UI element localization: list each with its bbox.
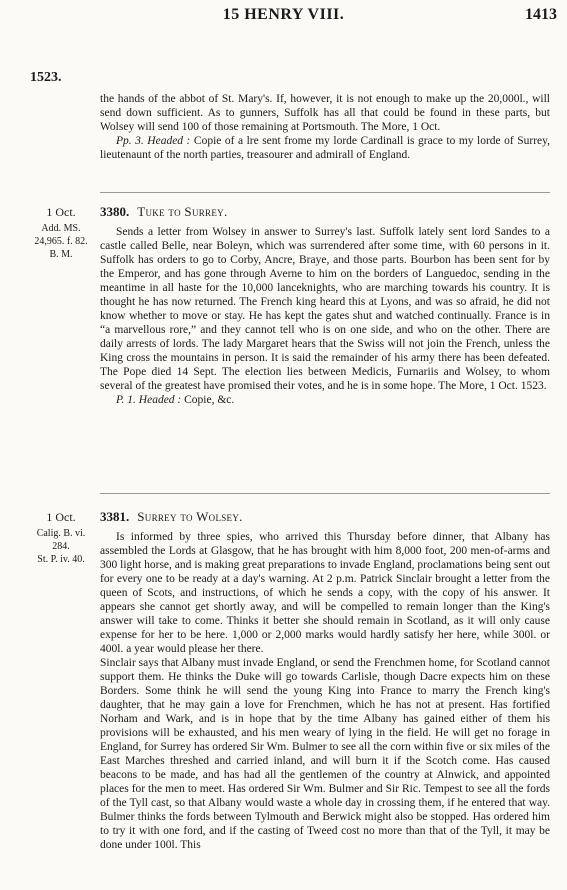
continuation-paragraph: the hands of the abbot of St. Mary's. If, however, it is not enough to make up the 20,000l., will send down sufficient. As to gunners, Suffolk has all that could be found in these parts, but Wolsey will send 100 of those remaining at Portsmouth. The More, 1 Oct. [100, 93, 550, 133]
entry-paragraph: Is informed by three spies, who arrived this Thursday before dinner, that Albany has assembled the Lords at Glasgow, that he has brought with him 8,000 foot, 200 men-of-arms and 300 light horse, and is making great preparations to invade England, proclamations being sent out for every one to be ready at a day's warning. At 2 p.m. Patrick Sinclair brought a letter from the queen of Scots, and instructions, of which he sends a copy, with the copy of his answer. It appears she cannot get shortly away, and will be compelled to remain longer than the King's answer will take to come. Thinks it better she should remain in Scotland, as it will only cause expense for her to be here. 1,000 or 2,000 marks would hardly satisfy her here, while 300l. or 400l. a year would please her there. [100, 531, 550, 655]
note-prefix: Pp. 3. [116, 135, 144, 147]
source-ref: Add. MS. [41, 223, 81, 234]
entry-note [100, 393, 550, 407]
source-ref: Calig. B. vi. [36, 528, 86, 539]
entry-title: Surrey to Wolsey. [137, 509, 243, 524]
source-ref: 284. [52, 541, 70, 552]
running-title: 15 HENRY VIII. [222, 6, 345, 23]
note-label: Headed : [147, 135, 191, 147]
entry-date: 1 Oct. [46, 510, 76, 524]
section-divider [100, 192, 550, 193]
entry-number: 3380. [100, 204, 130, 219]
entry-date: 1 Oct. [46, 205, 76, 219]
entry-3380 [100, 205, 550, 407]
section-divider [100, 493, 550, 494]
entry-paragraph: Sends a letter from Wolsey in answer to Surrey's last. Suffolk lately sent lord Sandes to a castle called Belle, near Boleyn, which was surrendered after some time, with 60 persons in it. Suffolk has orders to go to Corby, Ancre, Braye, and those parts. Bourbon has been sent for by the Emperor, and has gone through Averne to him on the borders of Languedoc, sending in the meantime in all haste for the 10,000 lanceknights, who are marching towards his country. It is thought he has now returned. The French king heard this at Lyons, and was so afraid, he did not know whether to move or stay. He has kept the gates shut and watched continually. France is in “a marvellous rore,” and they cannot tell who is on one side, and who on the other. There are daily arrests of lords. The lady Margaret hears that the Swiss will not join the French, unless the King cross the mountains in person. It is said the remainder of his army there has been defeated. The Pope died 14 Sept. The election lies between Medicis, Furnariis and Wolsey, to whom several of the greatest have promised their votes, and he is in some hope. The More, 1 Oct. 1523. [100, 226, 550, 392]
entry-heading [100, 510, 550, 524]
note-label: Headed : [138, 394, 182, 406]
year-marker: 1523. [30, 70, 62, 85]
entry-number: 3381. [100, 509, 130, 524]
source-ref: B. M. [49, 249, 73, 260]
entry-paragraph: Sinclair says that Albany must invade England, or send the Frenchmen home, for Scotland cannot support them. He thinks the Duke will go towards Carlisle, though Dacre expects him on these Borders. Some think he will send the young King into France to marry the French king's daughter, that he may gain a love for Frenchmen, which he has not at present. Has fortified Norham and Wark, and is in hope that by the time Albany has gained either of them his provisions will be exhausted, and his men weary of lying in the field. He will get no forage in England, for Surrey has ordered Sir Wm. Bulmer to see all the corn within five or six miles of the East Marches threshed and carried inland, and will burn it if the Scotch come. Has caused beacons to be made, and has had all the gentlemen of the country at Alnwick, and appointed places for the men to meet. Has ordered Sir Wm. Bulmer and Sir Ric. Tempest to see all the fords of the Tyll cast, so that Albany would waste a whole day in crossing them, if he entered that way. Bulmer thinks the fords between Tylmouth and Berwick might also be stopped. Has ordered him to try it with one ford, and if the casting of Tweed cost no more than that of the Tyll, it may be done under 100l. This [100, 657, 550, 851]
continuation-note [100, 134, 550, 162]
continuation-block [100, 92, 550, 162]
source-ref: St. P. iv. 40. [37, 554, 85, 565]
note-prefix: P. 1. [116, 394, 136, 406]
margin-note-3380 [30, 205, 92, 261]
note-text: Copie, &c. [184, 394, 235, 406]
source-ref: 24,965. f. 82. [34, 236, 88, 247]
note-text: Copie of a lre sent frome my lorde Cardinall is grace to my lorde of Surrey, lieutenaunt of the north parties, treasourer and admirall of England. [100, 135, 551, 161]
entry-heading [100, 205, 550, 219]
entry-3381 [100, 510, 550, 852]
running-header [0, 6, 567, 30]
page-number: 1413 [525, 6, 557, 23]
margin-note-3381 [30, 510, 92, 566]
entry-title: Tuke to Surrey. [137, 204, 228, 219]
